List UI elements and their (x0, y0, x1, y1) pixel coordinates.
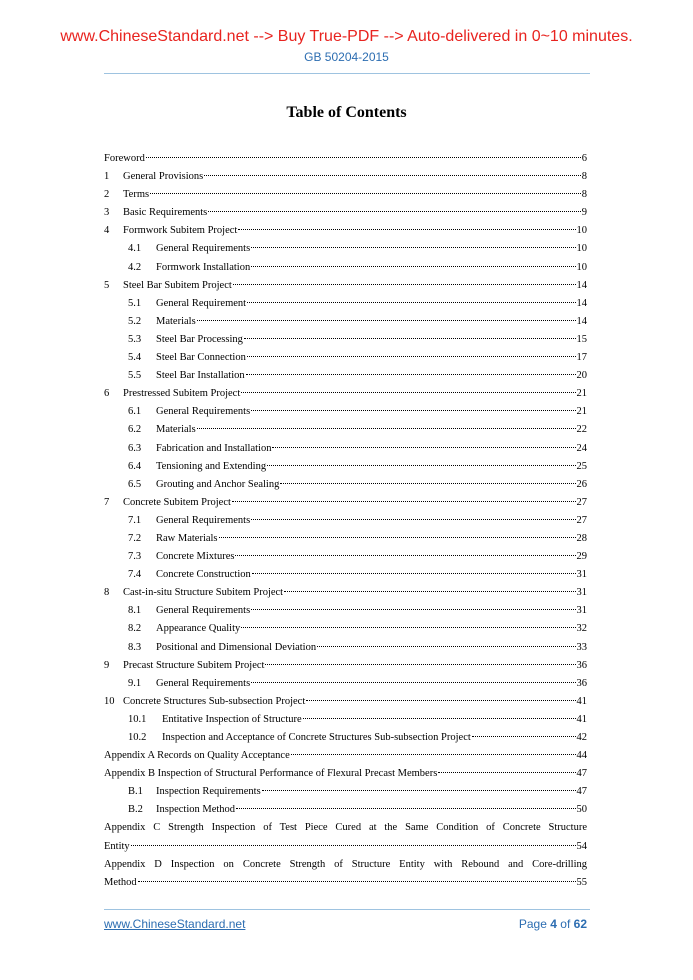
toc-entry[interactable] (104, 222, 587, 240)
toc-dot-leader (197, 320, 576, 321)
toc-entry-label: Prestressed Subitem Project (123, 388, 241, 400)
footer-divider (104, 909, 590, 910)
toc-entry[interactable] (104, 313, 587, 331)
toc-entry[interactable] (104, 168, 587, 186)
toc-entry-page: 26 (576, 478, 587, 490)
toc-entry-page: 15 (576, 333, 587, 345)
toc-entry-number: 2 (104, 189, 110, 201)
toc-entry-number: 4 (104, 225, 110, 237)
toc-entry-number: B.1 (128, 786, 143, 798)
toc-entry-page: 31 (576, 605, 587, 617)
toc-entry[interactable] (104, 204, 587, 222)
toc-entry-number: 10.1 (128, 713, 147, 725)
toc-entry[interactable] (104, 783, 587, 801)
toc-entry-line[interactable]: Appendix D Inspection on Concrete Strength of Structure Entity with Rebound and Core-drilling (104, 858, 587, 870)
toc-entry-number: 4.2 (128, 261, 142, 273)
page-title: Table of Contents (286, 104, 407, 121)
toc-entry-page: 17 (576, 352, 587, 364)
toc-entry-number: 5.1 (128, 297, 142, 309)
toc-entry-number: 10.2 (128, 732, 147, 743)
toc-entry[interactable] (104, 421, 587, 439)
toc-dot-leader (247, 356, 576, 357)
toc-entry-page: 28 (576, 532, 587, 544)
toc-entry-label: Fabrication and Installation (156, 442, 272, 454)
toc-entry[interactable] (104, 548, 587, 566)
toc-entry[interactable] (104, 584, 587, 602)
toc-entry-page: 10 (576, 225, 587, 237)
page-current: 4 (550, 917, 557, 931)
toc-entry-number: 8 (104, 587, 110, 599)
toc-entry-page: 14 (576, 297, 587, 309)
toc-entry-label: General Requirement (156, 297, 247, 309)
toc-entry-number: 3 (104, 207, 110, 219)
toc-entry[interactable] (104, 367, 587, 385)
toc-dot-leader (267, 465, 575, 466)
toc-dot-leader (265, 664, 575, 665)
toc-entry-label: Steel Bar Connection (156, 352, 246, 364)
toc-entry-page: 42 (576, 732, 587, 743)
toc-dot-leader (247, 302, 575, 303)
toc-dot-leader (317, 646, 575, 647)
toc-dot-leader (233, 284, 576, 285)
toc-entry-page: 31 (576, 569, 587, 581)
toc-entry[interactable] (104, 801, 587, 819)
toc-entry-label: Appearance Quality (156, 623, 241, 635)
toc-entry-label: Steel Bar Processing (156, 333, 243, 345)
toc-dot-leader (241, 392, 575, 393)
toc-entry-page: 20 (576, 370, 587, 382)
toc-entry-page: 32 (576, 623, 587, 635)
toc-entry[interactable] (104, 530, 587, 548)
toc-entry-number: 10 (104, 695, 115, 707)
toc-entry-number: 1 (104, 171, 110, 183)
toc-entry-label: Inspection and Acceptance of Concrete Structures Sub-subsection Project (162, 732, 471, 743)
toc-entry-label: Tensioning and Extending (156, 460, 267, 472)
toc-entry-label: Entitative Inspection of Structure (162, 713, 302, 725)
standard-code: GB 50204-2015 (304, 50, 389, 64)
toc-entry-page: 22 (576, 424, 587, 436)
toc-entry[interactable] (104, 874, 587, 892)
toc-dot-leader (262, 790, 576, 791)
toc-entry-number: 7.4 (128, 569, 142, 581)
toc-entry-label: Steel Bar Installation (156, 370, 245, 382)
page-prefix: Page (518, 917, 547, 931)
toc-entry-label: Concrete Mixtures (156, 551, 235, 563)
toc-entry-label: Grouting and Anchor Sealing (156, 478, 280, 490)
toc-entry-label: Concrete Structures Sub-subsection Project (123, 695, 306, 707)
toc-entry-number: 6.4 (128, 460, 142, 472)
toc-entry-number: 8.3 (128, 641, 142, 653)
toc-entry-page: 47 (576, 786, 587, 798)
toc-entry-label: General Requirements (156, 677, 251, 689)
toc-entry-label: Steel Bar Subitem Project (123, 279, 232, 291)
toc-entry[interactable] (104, 675, 587, 693)
toc-entry-page: 14 (576, 279, 587, 291)
toc-entry-label: Precast Structure Subitem Project (123, 659, 265, 671)
toc-entry[interactable] (104, 150, 587, 168)
toc-entry-page: 25 (576, 460, 587, 472)
toc-entry-number: 6 (104, 388, 110, 400)
toc-entry-page: 27 (576, 514, 587, 526)
toc-dot-leader (251, 519, 575, 520)
toc-entry[interactable] (104, 349, 587, 367)
toc-entry-page: 21 (576, 388, 587, 400)
toc-entry-page: 47 (576, 768, 587, 780)
toc-entry-page: 8 (581, 189, 587, 201)
toc-dot-leader (251, 682, 575, 683)
toc-entry-number: 8.2 (128, 623, 142, 635)
toc-entry[interactable] (104, 494, 587, 512)
toc-entry-number: 5 (104, 279, 110, 291)
toc-entry-page: 10 (576, 261, 587, 273)
toc-entry-page: 21 (576, 406, 587, 418)
toc-dot-leader (208, 211, 580, 212)
page-indicator (519, 917, 587, 931)
toc-entry-page: 9 (581, 207, 587, 219)
toc-dot-leader (251, 609, 575, 610)
toc-entry[interactable] (104, 259, 587, 277)
toc-dot-leader (235, 555, 575, 556)
toc-dot-leader (272, 447, 575, 448)
toc-entry-page: 31 (576, 587, 587, 599)
toc-dot-leader (219, 537, 576, 538)
toc-dot-leader (238, 229, 575, 230)
promo-banner[interactable]: www.ChineseStandard.net --> Buy True-PDF --> Auto-delivered in 0~10 minutes. (60, 28, 633, 45)
toc-dot-leader (252, 573, 576, 574)
toc-entry-label: General Requirements (156, 605, 251, 617)
toc-entry[interactable] (104, 512, 587, 530)
toc-dot-leader (306, 700, 575, 701)
toc-entry-number: 7.2 (128, 532, 142, 544)
toc-entry[interactable] (104, 693, 587, 711)
toc-entry-page: 33 (576, 641, 587, 653)
toc-entry-label: Inspection Requirements (156, 786, 261, 798)
toc-dot-leader (472, 736, 576, 737)
toc-entry[interactable] (104, 295, 587, 313)
toc-entry-label: Formwork Subitem Project (123, 225, 238, 237)
toc-entry[interactable] (104, 620, 587, 638)
toc-dot-leader (251, 266, 575, 267)
toc-entry-label: Basic Requirements (123, 207, 208, 219)
toc-entry-label: Inspection Method (156, 804, 236, 816)
toc-entry-line[interactable]: Appendix C Strength Inspection of Test Piece Cured at the Same Condition of Concrete Structure (104, 822, 587, 834)
toc-dot-leader (241, 627, 575, 628)
toc-entry[interactable] (104, 747, 587, 765)
toc-dot-leader (246, 374, 576, 375)
toc-entry[interactable] (104, 240, 587, 258)
toc-entry-number: 7.3 (128, 551, 142, 563)
page-of: of (560, 917, 571, 931)
toc-entry-page: 10 (576, 243, 587, 255)
toc-dot-leader (244, 338, 576, 339)
toc-dot-leader (303, 718, 576, 719)
toc-entry[interactable] (104, 476, 587, 494)
toc-entry-number: B.2 (128, 804, 143, 816)
toc-entry-number: 4.1 (128, 243, 142, 255)
toc-entry[interactable] (104, 186, 587, 204)
toc-entry-number: 8.1 (128, 605, 142, 617)
toc-entry-page: 55 (576, 876, 587, 888)
toc-entry-label: Foreword (104, 153, 145, 164)
toc-entry-number: 6.3 (128, 442, 142, 454)
toc-entry-number: 5.2 (128, 315, 142, 327)
toc-entry-page: 6 (581, 153, 587, 164)
toc-dot-leader (232, 501, 576, 502)
toc-entry[interactable] (104, 566, 587, 584)
toc-entry[interactable] (104, 277, 587, 295)
toc-dot-leader (291, 754, 576, 755)
toc-entry-number: 5.4 (128, 352, 142, 364)
toc-dot-leader (146, 157, 581, 158)
toc-entry-label: General Requirements (156, 406, 251, 418)
toc-entry[interactable] (104, 711, 587, 729)
toc-entry-label: General Requirements (156, 243, 251, 255)
toc-entry-label: Appendix A Records on Quality Acceptance (104, 750, 290, 762)
toc-entry[interactable] (104, 458, 587, 476)
toc-entry[interactable] (104, 403, 587, 421)
toc-entry-label: Method (104, 876, 137, 888)
page-total: 62 (573, 917, 587, 931)
toc-entry-number: 5.3 (128, 333, 142, 345)
toc-entry[interactable] (104, 331, 587, 349)
toc-dot-leader (284, 591, 575, 592)
footer-site-link[interactable]: www.ChineseStandard.net (104, 917, 246, 931)
toc-entry-label: Materials (156, 424, 196, 436)
toc-dot-leader (204, 175, 581, 176)
toc-entry[interactable] (104, 729, 587, 747)
toc-dot-leader (251, 247, 575, 248)
header-divider (104, 73, 590, 74)
toc-entry-page: 36 (576, 677, 587, 689)
toc-entry-page: 50 (576, 804, 587, 816)
toc-dot-leader (138, 881, 576, 882)
toc-entry-label: Concrete Subitem Project (123, 496, 231, 508)
toc-entry-label: Cast-in-situ Structure Subitem Project (123, 587, 284, 599)
toc-entry-number: 6.5 (128, 478, 142, 490)
toc-entry-page: 44 (576, 750, 587, 762)
toc-entry-number: 6.1 (128, 406, 142, 418)
toc-dot-leader (251, 410, 575, 411)
toc-entry-page: 27 (576, 496, 587, 508)
toc-entry-page: 41 (576, 713, 587, 725)
toc-entry-page: 24 (576, 442, 587, 454)
toc-entry-label: Concrete Construction (156, 569, 251, 581)
toc-entry-number: 9 (104, 659, 110, 671)
toc-entry[interactable] (104, 765, 587, 783)
toc-entry-label: Appendix B Inspection of Structural Performance of Flexural Precast Members (104, 768, 438, 780)
toc-entry-label: Raw Materials (156, 532, 218, 544)
toc-dot-leader (236, 808, 575, 809)
toc-entry-number: 9.1 (128, 677, 142, 689)
toc-entry-page: 41 (576, 695, 587, 707)
toc-dot-leader (197, 428, 576, 429)
toc-entry[interactable] (104, 440, 587, 458)
toc-entry[interactable] (104, 385, 587, 403)
toc-entry-label: Materials (156, 315, 196, 327)
toc-entry-page: 14 (576, 315, 587, 327)
table-of-contents (104, 150, 587, 892)
toc-entry[interactable] (104, 657, 587, 675)
toc-entry-label: Terms (123, 189, 150, 201)
toc-entry-number: 6.2 (128, 424, 142, 436)
toc-entry-label: General Requirements (156, 514, 251, 526)
toc-entry-page: 36 (576, 659, 587, 671)
toc-entry-label: General Provisions (123, 171, 204, 183)
toc-entry[interactable] (104, 602, 587, 620)
toc-entry-number: 7.1 (128, 514, 142, 526)
toc-dot-leader (438, 772, 575, 773)
toc-entry-page: 54 (576, 840, 587, 852)
toc-dot-leader (131, 845, 576, 846)
toc-entry-number: 7 (104, 496, 110, 508)
toc-dot-leader (150, 193, 581, 194)
toc-entry-label: Entity (104, 840, 130, 852)
toc-entry-page: 8 (581, 171, 587, 183)
toc-entry-label: Positional and Dimensional Deviation (156, 641, 317, 653)
toc-dot-leader (280, 483, 575, 484)
toc-entry-page: 29 (576, 551, 587, 563)
toc-entry[interactable] (104, 838, 587, 856)
toc-entry-number: 5.5 (128, 370, 142, 382)
toc-entry[interactable] (104, 639, 587, 657)
toc-entry-label: Formwork Installation (156, 261, 251, 273)
